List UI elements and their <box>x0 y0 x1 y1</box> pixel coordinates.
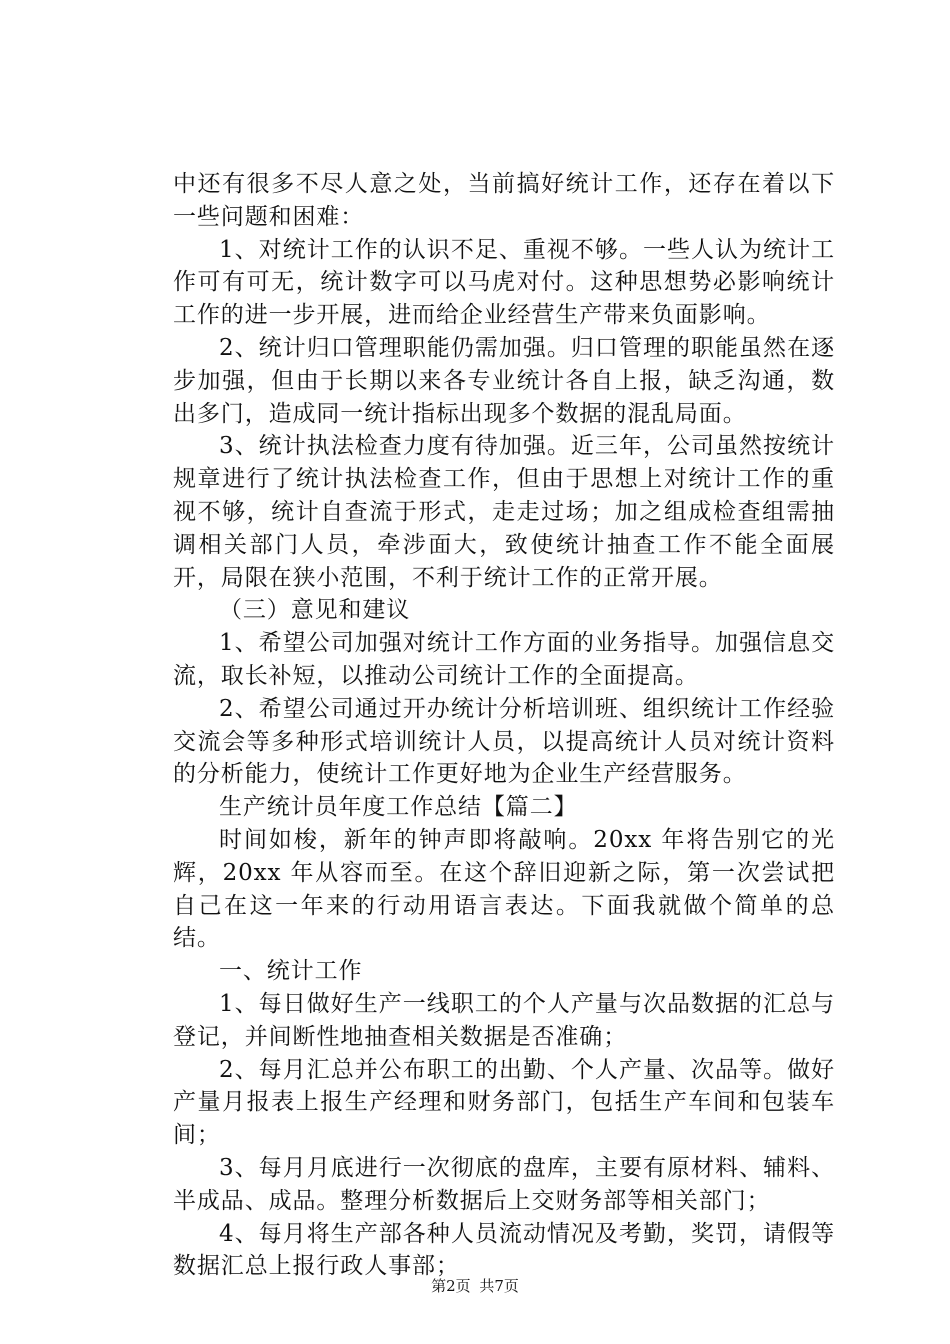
problem-item-3: 3、统计执法检查力度有待加强。近三年，公司虽然按统计规章进行了统计执法检查工作，但由于思想上对统计工作的重视不够，统计自查流于形式，走走过场；加之组成检查组需抽调相关部门人员，牵涉面大，致使统计抽查工作不能全面展开，局限在狭小范围，不利于统计工作的正常开展。 <box>173 433 835 591</box>
work-item-2: 2、每月汇总并公布职工的出勤、个人产量、次品等。做好产量月报表上报生产经理和财务部门，包括生产车间和包装车间； <box>173 1056 835 1149</box>
section-heading-suggestions: （三）意见和建议 <box>219 597 411 624</box>
suggestion-item-1: 1、希望公司加强对统计工作方面的业务指导。加强信息交流，取长补短，以推动公司统计工作的全面提高。 <box>173 630 835 689</box>
problem-item-1: 1、对统计工作的认识不足、重视不够。一些人认为统计工作可有可无，统计数字可以马虎对付。这种思想势必影响统计工作的进一步开展，进而给企业经营生产带来负面影响。 <box>173 236 835 329</box>
problem-item-2: 2、统计归口管理职能仍需加强。归口管理的职能虽然在逐步加强，但由于长期以来各专业统计各自上报，缺乏沟通，数出多门，造成同一统计指标出现多个数据的混乱局面。 <box>173 334 835 427</box>
article-title-part-two: 生产统计员年度工作总结【篇二】 <box>219 794 578 821</box>
work-item-4: 4、每月将生产部各种人员流动情况及考勤，奖罚，请假等数据汇总上报行政人事部； <box>173 1220 835 1280</box>
paragraph-continuation: 中还有很多不尽人意之处，当前搞好统计工作，还存在着以下一些问题和困难： <box>173 171 835 230</box>
page-footer <box>0 1276 950 1296</box>
total-pages: 共7页 <box>479 1277 519 1295</box>
intro-paragraph: 时间如梭，新年的钟声即将敲响。20xx 年将告别它的光辉，20xx 年从容而至。在这个辞旧迎新之际，第一次尝试把自己在这一年来的行动用语言表达。下面我就做个简单的总结。 <box>173 826 835 952</box>
suggestion-item-2: 2、希望公司通过开办统计分析培训班、组织统计工作经验交流会等多种形式培训统计人员，以提高统计人员对统计资料的分析能力，使统计工作更好地为企业生产经营服务。 <box>173 695 835 788</box>
section-heading-statistics-work: 一、统计工作 <box>219 958 363 985</box>
current-page-number: 第2页 <box>431 1277 471 1295</box>
work-item-3: 3、每月月底进行一次彻底的盘库，主要有原材料、辅料、半成品、成品。整理分析数据后上交财务部等相关部门； <box>173 1154 835 1214</box>
work-item-1: 1、每日做好生产一线职工的个人产量与次品数据的汇总与登记，并间断性地抽查相关数据是否准确； <box>173 990 835 1050</box>
document-body <box>173 168 835 1283</box>
